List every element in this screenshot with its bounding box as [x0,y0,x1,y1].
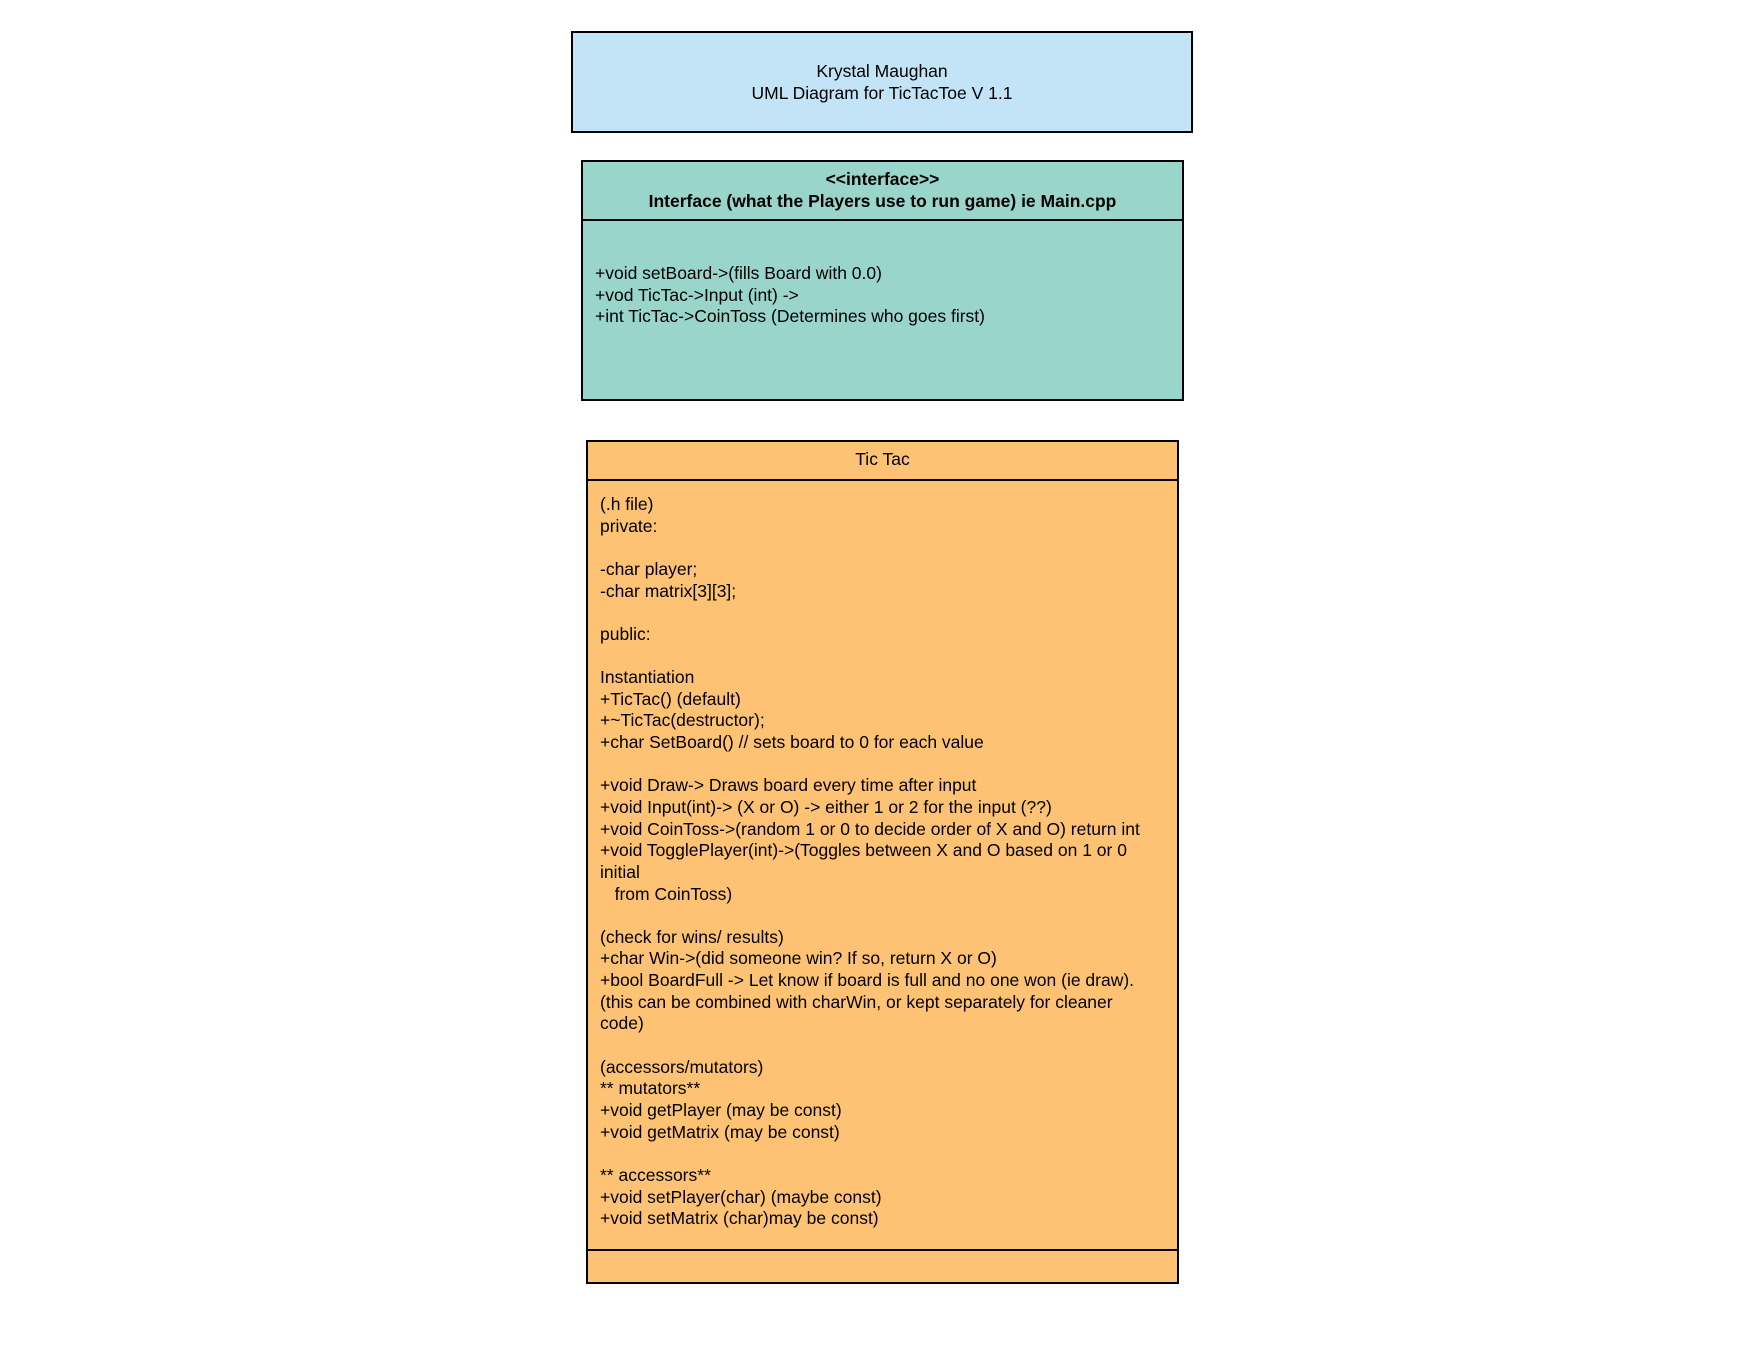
interface-method: +void setBoard->(fills Board with 0.0) [595,263,882,283]
class-member-line: +char Win->(did someone win? If so, return X or O) [600,948,997,969]
class-member-line: +void Draw-> Draws board every time after input [600,775,977,796]
class-member-line: (accessors/mutators) [600,1056,764,1077]
interface-stereotype: <<interface>> [825,169,940,189]
class-member-line: +void CoinToss->(random 1 or 0 to decide order of X and O) return int [600,818,1140,839]
class-member-line: (.h file) [600,494,654,514]
class-member-line: +void getPlayer (may be const) [600,1100,842,1120]
interface-methods [583,221,1182,328]
blank-line [600,602,1167,624]
class-member-line: -char matrix[3][3]; [600,580,737,601]
interface-method: +int TicTac->CoinToss (Determines who goes first) [595,306,985,327]
diagram-subtitle: UML Diagram for TicTacToe V 1.1 [751,83,1013,103]
tictac-class-name: Tic Tac [588,442,1177,481]
class-member-line: +void TogglePlayer(int)->(Toggles between X and O based on 1 or 0 [600,840,1127,861]
class-member-line: +TicTac() (default) [600,688,741,709]
class-member-line: (this can be combined with charWin, or kept separately for cleaner [600,991,1113,1012]
interface-class-name: Interface (what the Players use to run game) ie Main.cpp [648,191,1117,211]
blank-line [600,537,1167,559]
class-member-line: -char player; [600,558,698,579]
tictac-class-members [588,481,1177,1251]
class-member-line: +void Input(int)-> (X or O) -> either 1 or 2 for the input (??) [600,796,1052,817]
interface-class-header [583,162,1182,221]
blank-line [600,754,1167,776]
class-member-line: initial [600,861,640,882]
class-member-line: ** mutators** [600,1078,701,1099]
interface-class-box[interactable] [581,160,1184,401]
class-member-line: code) [600,1013,644,1034]
interface-method: +vod TicTac->Input (int) -> [595,284,799,305]
diagram-title-box[interactable] [571,31,1193,133]
class-member-line: from CoinToss) [600,883,733,904]
class-member-line: +void setMatrix (char)may be const) [600,1208,879,1229]
class-member-line: public: [600,623,651,644]
class-member-line: (check for wins/ results) [600,926,784,947]
class-member-line: +~TicTac(destructor); [600,710,765,731]
class-member-line: Instantiation [600,667,695,688]
blank-line [600,1143,1167,1165]
blank-line [600,905,1167,927]
class-member-line: +char SetBoard() // sets board to 0 for each value [600,732,984,753]
blank-line [600,1035,1167,1057]
class-member-line: +void setPlayer(char) (maybe const) [600,1186,882,1207]
class-member-line: ** accessors** [600,1164,711,1185]
class-member-line: +bool BoardFull -> Let know if board is full and no one won (ie draw). [600,970,1135,991]
author-name: Krystal Maughan [816,61,948,81]
tictac-class-box[interactable] [586,440,1179,1284]
class-member-line: +void getMatrix (may be const) [600,1121,840,1142]
class-member-line: private: [600,515,658,536]
blank-line [600,645,1167,667]
